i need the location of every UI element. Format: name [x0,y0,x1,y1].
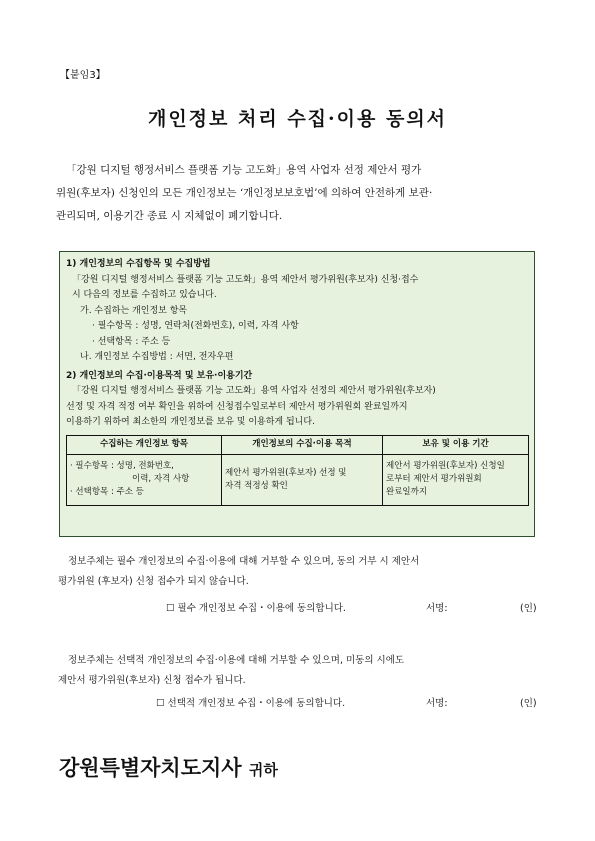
optional-consent-text [58,651,542,691]
section2-text: 「강원 디지털 행정서비스 플랫폼 기능 고도화」용역 사업자 선정의 제안서 평가위원(후보자) [72,386,436,396]
cell-line: · 필수항목 : 성명, 전화번호, [70,461,174,471]
table-row [67,454,529,505]
optional-consent-checkbox[interactable]: ☐ 선택적 개인정보 수집・이용에 동의합니다. [156,698,346,709]
document-title: 개인정보 처리 수집·이용 동의서 [147,108,448,130]
intro-paragraph [56,159,540,228]
section2-heading: 2) 개인정보의 수집·이용목적 및 보유·이용기간 [66,370,253,381]
section1-text: 시 다음의 정보를 수집하고 있습니다. [72,290,217,300]
consent-table [66,435,529,506]
section1-text: 「강원 디지털 행정서비스 플랫폼 기능 고도화」용역 제안서 평가위원(후보자) 신청·접수 [72,274,419,285]
table-header: 개인정보의 수집·이용 목적 [222,435,383,454]
table-cell-purpose [222,454,383,505]
section1-item: · 필수항목 : 성명, 연락처(전화번호), 이력, 자격 사항 [92,321,299,331]
cell-line: 제안서 평가위원(후보자) 신청일 [386,461,505,471]
attachment-label: 【붙임3】 [60,70,106,81]
info-box [59,251,535,537]
table-cell-items [67,454,222,505]
cell-line: 이력, 자격 사항 [132,474,190,484]
intro-line: 위원(후보자) 신청인의 모든 개인정보는 ‘개인정보보호법’에 의하여 안전하게 보관· [56,187,433,199]
addressee [59,752,278,782]
cell-line: · 선택항목 : 주소 등 [70,487,144,497]
intro-line: 「강원 디지털 행정서비스 플랫폼 기능 고도화」용역 사업자 선정 제안서 평가 [66,164,422,176]
required-consent-text [58,552,542,592]
section1-heading: 1) 개인정보의 수집항목 및 수집방법 [66,259,211,269]
required-signature-label: 서명: [426,603,448,614]
table-cell-period [383,454,529,505]
required-consent-checkbox[interactable]: ☐ 필수 개인정보 수집・이용에 동의합니다. [166,603,346,614]
intro-line: 관리되며, 이용기간 종료 시 지체없이 폐기합니다. [56,210,283,222]
addressee-name: 강원특별자치도지사 [59,755,242,780]
section2-text: 이용하기 위하여 최소한의 개인정보를 보유 및 이용하게 됩니다. [66,417,315,427]
required-seal-label: (인) [520,603,537,614]
consent-line: 정보주체는 선택적 개인정보의 수집·이용에 대해 거부할 수 있으며, 미동의 시에도 [68,655,405,666]
table-header: 보유 및 이용 기간 [383,435,529,454]
cell-line: 완료일까지 [386,487,428,497]
optional-signature-label: 서명: [426,698,448,709]
consent-line: 평가위원 (후보자) 신청 접수가 되지 않습니다. [58,576,249,587]
cell-line: 자격 적정성 확인 [225,480,288,491]
addressee-suffix: 귀하 [248,761,278,779]
optional-seal-label: (인) [520,698,537,709]
cell-line: 로부터 제안서 평가위원회 [386,474,482,484]
cell-line: 제안서 평가위원(후보자) 선정 및 [225,467,347,478]
section2-text: 선정 및 자격 적정 여부 확인을 위하여 신청접수일로부터 제안서 평가위원회 완료일까지 [66,401,408,412]
consent-line: 정보주체는 필수 개인정보의 수집·이용에 대해 거부할 수 있으며, 동의 거부 시 제안서 [68,556,420,567]
table-header: 수집하는 개인정보 항목 [67,435,222,454]
consent-line: 제안서 평가위원(후보자) 신청 접수가 됩니다. [58,675,246,686]
section1-item: 나. 개인정보 수집방법 : 서면, 전자우편 [80,352,234,362]
section1-item: 가. 수집하는 개인정보 항목 [80,305,188,316]
table-header-row [67,435,529,454]
section1-item: · 선택항목 : 주소 등 [92,336,171,347]
